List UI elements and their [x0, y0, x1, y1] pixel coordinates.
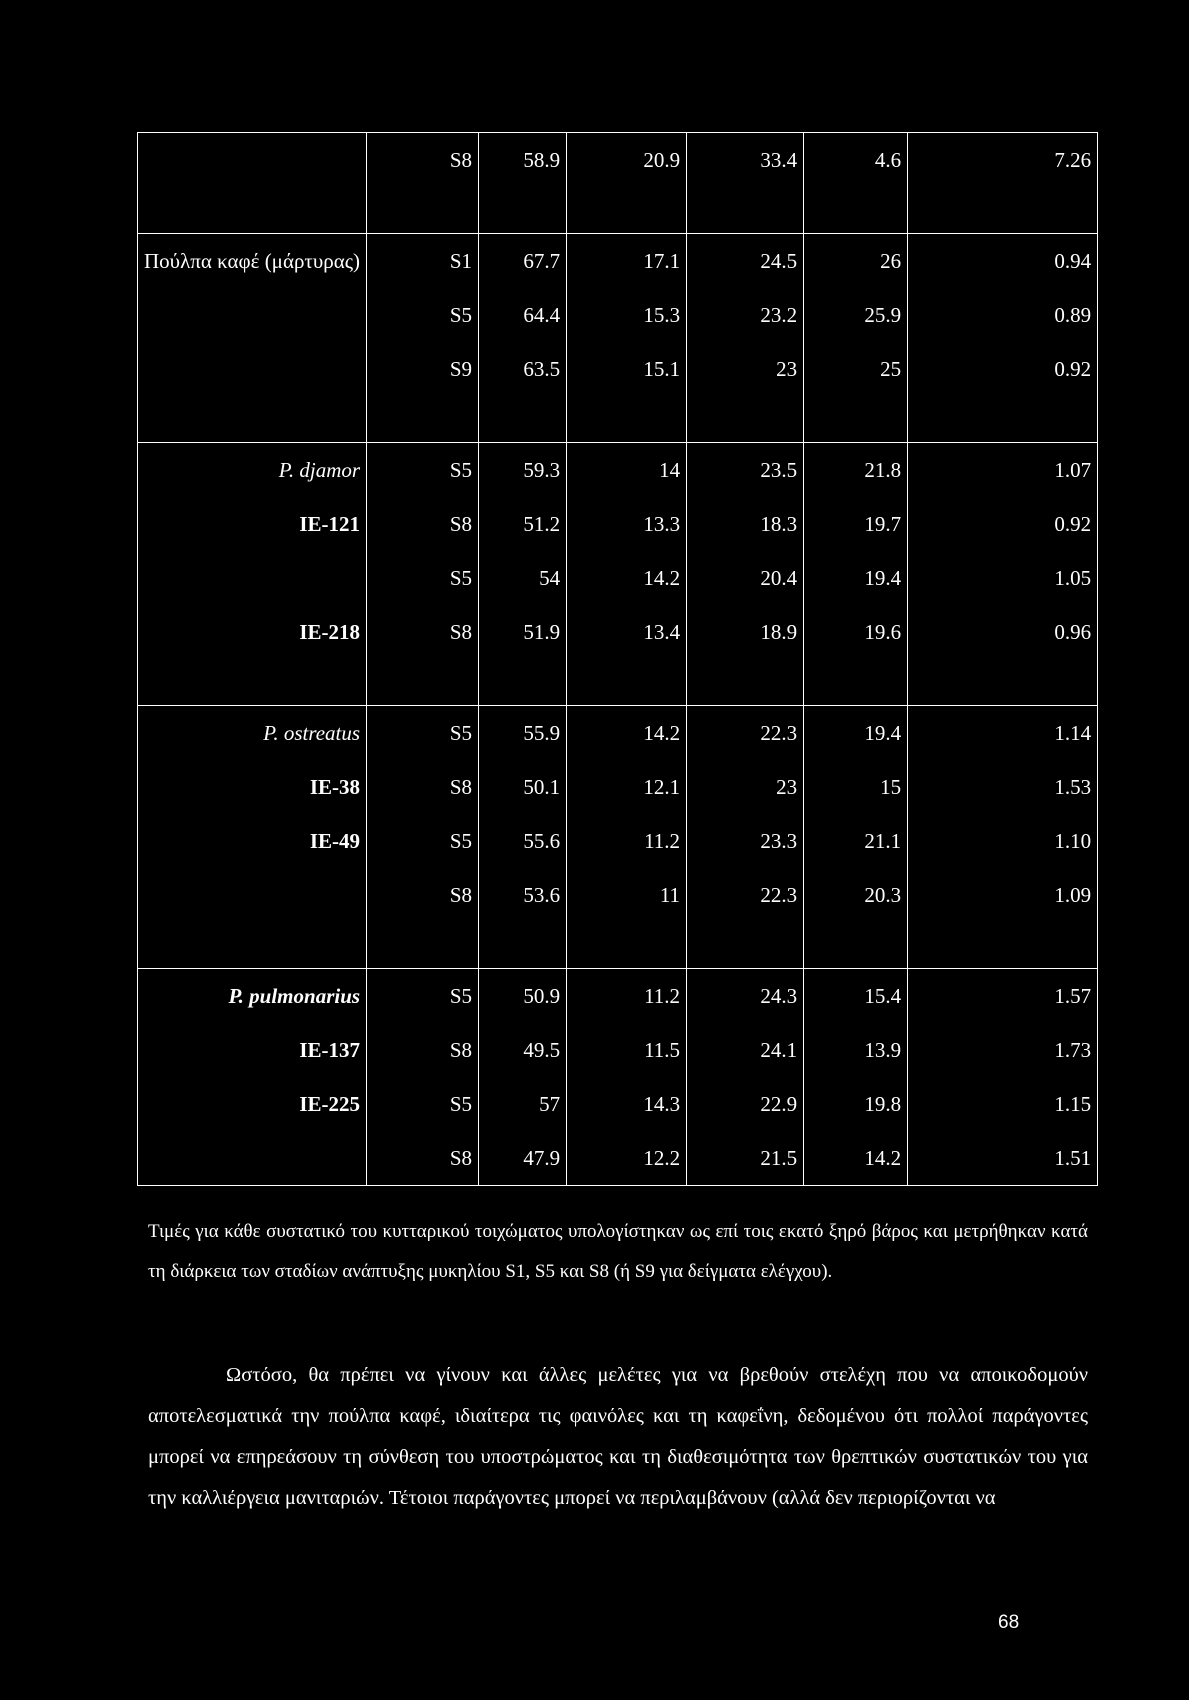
- table-spacer-row: [138, 659, 1098, 706]
- table-cell: [367, 922, 479, 969]
- value-cell: 18.3: [687, 497, 804, 551]
- stage-cell: S5: [367, 443, 479, 498]
- strain-name-cell: IE-218: [138, 605, 367, 659]
- table-row: [138, 969, 1098, 1024]
- value-cell: 0.92: [908, 342, 1098, 396]
- table-row: [138, 1077, 1098, 1131]
- value-cell: 25: [804, 342, 908, 396]
- body-paragraph: Ωστόσο, θα πρέπει να γίνουν και άλλες μελέτες για να βρεθούν στελέχη που να αποικοδομούν αποτελεσματικά την πούλπα καφέ, ιδιαίτερα τις φαινόλες και τη καφεΐνη, δεδομένου ότι πολλοί παράγοντες μπορεί να επηρεάσουν τη σύνθεση του υποστρώματος και τη διαθεσιμότητα των θρεπτικών συστατικών του για την καλλιέργεια μανιταριών. Τέτοιοι παράγοντες μπορεί να περιλαμβάνουν (αλλά δεν περιορίζονται να: [148, 1364, 1088, 1509]
- value-cell: 23.5: [687, 443, 804, 498]
- table-row: [138, 497, 1098, 551]
- value-cell: 18.9: [687, 605, 804, 659]
- value-cell: 1.07: [908, 443, 1098, 498]
- stage-cell: S1: [367, 234, 479, 289]
- stage-cell: S5: [367, 814, 479, 868]
- value-cell: 53.6: [479, 868, 567, 922]
- value-cell: 1.73: [908, 1023, 1098, 1077]
- value-cell: 14.2: [804, 1131, 908, 1186]
- strain-name-cell: [138, 551, 367, 605]
- value-cell: 51.9: [479, 605, 567, 659]
- table-cell: [567, 922, 687, 969]
- table-row: [138, 706, 1098, 761]
- value-cell: 19.6: [804, 605, 908, 659]
- value-cell: 1.14: [908, 706, 1098, 761]
- stage-cell: S8: [367, 1131, 479, 1186]
- strain-name-cell: IE-225: [138, 1077, 367, 1131]
- table-body: [138, 133, 1098, 1186]
- value-cell: 13.4: [567, 605, 687, 659]
- value-cell: 1.05: [908, 551, 1098, 605]
- table-spacer-row: [138, 187, 1098, 234]
- value-cell: 15.3: [567, 288, 687, 342]
- value-cell: 14.2: [567, 551, 687, 605]
- value-cell: 24.3: [687, 969, 804, 1024]
- value-cell: 58.9: [479, 133, 567, 188]
- value-cell: 24.1: [687, 1023, 804, 1077]
- value-cell: 55.9: [479, 706, 567, 761]
- value-cell: 11.2: [567, 969, 687, 1024]
- value-cell: 20.9: [567, 133, 687, 188]
- table-row: [138, 1023, 1098, 1077]
- value-cell: 1.51: [908, 1131, 1098, 1186]
- value-cell: 15.4: [804, 969, 908, 1024]
- table-cell: [367, 187, 479, 234]
- table-row: [138, 760, 1098, 814]
- value-cell: 22.3: [687, 868, 804, 922]
- value-cell: 67.7: [479, 234, 567, 289]
- stage-cell: S8: [367, 133, 479, 188]
- value-cell: 19.7: [804, 497, 908, 551]
- strain-name-cell: [138, 288, 367, 342]
- value-cell: 13.3: [567, 497, 687, 551]
- value-cell: 11.5: [567, 1023, 687, 1077]
- table-row: [138, 234, 1098, 289]
- strain-name-cell: [138, 868, 367, 922]
- value-cell: 63.5: [479, 342, 567, 396]
- value-cell: 14.3: [567, 1077, 687, 1131]
- value-cell: 1.09: [908, 868, 1098, 922]
- value-cell: 21.1: [804, 814, 908, 868]
- stage-cell: S8: [367, 868, 479, 922]
- stage-cell: S5: [367, 1077, 479, 1131]
- strain-name-cell: P. djamor: [138, 443, 367, 498]
- table-cell: [138, 396, 367, 443]
- value-cell: 1.15: [908, 1077, 1098, 1131]
- value-cell: 20.3: [804, 868, 908, 922]
- stage-cell: S8: [367, 605, 479, 659]
- stage-cell: S5: [367, 706, 479, 761]
- stage-cell: S8: [367, 760, 479, 814]
- value-cell: 1.10: [908, 814, 1098, 868]
- value-cell: 14.2: [567, 706, 687, 761]
- value-cell: 7.26: [908, 133, 1098, 188]
- value-cell: 0.94: [908, 234, 1098, 289]
- strain-name-cell: P. pulmonarius: [138, 969, 367, 1024]
- value-cell: 11: [567, 868, 687, 922]
- value-cell: 50.1: [479, 760, 567, 814]
- value-cell: 50.9: [479, 969, 567, 1024]
- table-cell: [479, 922, 567, 969]
- value-cell: 55.6: [479, 814, 567, 868]
- table-cell: [567, 187, 687, 234]
- value-cell: 11.2: [567, 814, 687, 868]
- value-cell: 12.2: [567, 1131, 687, 1186]
- value-cell: 21.8: [804, 443, 908, 498]
- strain-name-cell: P. ostreatus: [138, 706, 367, 761]
- value-cell: 19.8: [804, 1077, 908, 1131]
- table-row: [138, 868, 1098, 922]
- table-cell: [908, 396, 1098, 443]
- strain-name-cell: IE-49: [138, 814, 367, 868]
- value-cell: 0.92: [908, 497, 1098, 551]
- table-cell: [908, 659, 1098, 706]
- cell-wall-composition-table: [137, 132, 1098, 1186]
- value-cell: 21.5: [687, 1131, 804, 1186]
- value-cell: 15: [804, 760, 908, 814]
- value-cell: 64.4: [479, 288, 567, 342]
- strain-name-cell: IE-137: [138, 1023, 367, 1077]
- value-cell: 54: [479, 551, 567, 605]
- value-cell: 1.57: [908, 969, 1098, 1024]
- table-cell: [138, 659, 367, 706]
- stage-cell: S5: [367, 969, 479, 1024]
- page-number: 68: [998, 1612, 1020, 1633]
- table-row: [138, 443, 1098, 498]
- stage-cell: S5: [367, 288, 479, 342]
- value-cell: 47.9: [479, 1131, 567, 1186]
- strain-name-cell: [138, 133, 367, 188]
- table-cell: [367, 659, 479, 706]
- value-cell: 26: [804, 234, 908, 289]
- table-cell: [804, 659, 908, 706]
- table-row: [138, 814, 1098, 868]
- stage-cell: S8: [367, 497, 479, 551]
- table-row: [138, 605, 1098, 659]
- table-caption: Τιμές για κάθε συστατικό του κυτταρικού τοιχώματος υπολογίστηκαν ως επί τοις εκατό ξηρό βάρος και μετρήθηκαν κατά τη διάρκεια των σταδίων ανάπτυξης μυκηλίου S1, S5 και S8 (ή S9 για δείγματα ελέγχου).: [148, 1221, 1088, 1282]
- value-cell: 33.4: [687, 133, 804, 188]
- table-cell: [908, 922, 1098, 969]
- table-row: [138, 1131, 1098, 1186]
- table-row: [138, 551, 1098, 605]
- strain-name-cell: [138, 1131, 367, 1186]
- table-cell: [567, 396, 687, 443]
- value-cell: 19.4: [804, 551, 908, 605]
- value-cell: 15.1: [567, 342, 687, 396]
- value-cell: 20.4: [687, 551, 804, 605]
- value-cell: 0.89: [908, 288, 1098, 342]
- value-cell: 23.2: [687, 288, 804, 342]
- strain-name-cell: Πούλπα καφέ (μάρτυρας): [138, 234, 367, 289]
- table-cell: [687, 396, 804, 443]
- table-spacer-row: [138, 396, 1098, 443]
- table-cell: [479, 659, 567, 706]
- value-cell: 17.1: [567, 234, 687, 289]
- value-cell: 49.5: [479, 1023, 567, 1077]
- table-cell: [567, 659, 687, 706]
- value-cell: 19.4: [804, 706, 908, 761]
- value-cell: 4.6: [804, 133, 908, 188]
- table-row: [138, 288, 1098, 342]
- stage-cell: S5: [367, 551, 479, 605]
- table-cell: [804, 187, 908, 234]
- strain-name-cell: IE-38: [138, 760, 367, 814]
- strain-name-cell: [138, 342, 367, 396]
- table-cell: [138, 187, 367, 234]
- strain-name-cell: IE-121: [138, 497, 367, 551]
- value-cell: 25.9: [804, 288, 908, 342]
- table-spacer-row: [138, 922, 1098, 969]
- stage-cell: S8: [367, 1023, 479, 1077]
- value-cell: 22.3: [687, 706, 804, 761]
- value-cell: 14: [567, 443, 687, 498]
- table-cell: [367, 396, 479, 443]
- table-cell: [687, 922, 804, 969]
- stage-cell: S9: [367, 342, 479, 396]
- value-cell: 23.3: [687, 814, 804, 868]
- value-cell: 23: [687, 760, 804, 814]
- table-cell: [479, 187, 567, 234]
- value-cell: 22.9: [687, 1077, 804, 1131]
- table-cell: [804, 396, 908, 443]
- value-cell: 12.1: [567, 760, 687, 814]
- table-cell: [908, 187, 1098, 234]
- value-cell: 24.5: [687, 234, 804, 289]
- value-cell: 59.3: [479, 443, 567, 498]
- table-row: [138, 342, 1098, 396]
- value-cell: 1.53: [908, 760, 1098, 814]
- value-cell: 23: [687, 342, 804, 396]
- table-cell: [687, 187, 804, 234]
- table-row: [138, 133, 1098, 188]
- table-cell: [479, 396, 567, 443]
- value-cell: 13.9: [804, 1023, 908, 1077]
- value-cell: 57: [479, 1077, 567, 1131]
- table-cell: [804, 922, 908, 969]
- value-cell: 51.2: [479, 497, 567, 551]
- table-cell: [687, 659, 804, 706]
- table-cell: [138, 922, 367, 969]
- value-cell: 0.96: [908, 605, 1098, 659]
